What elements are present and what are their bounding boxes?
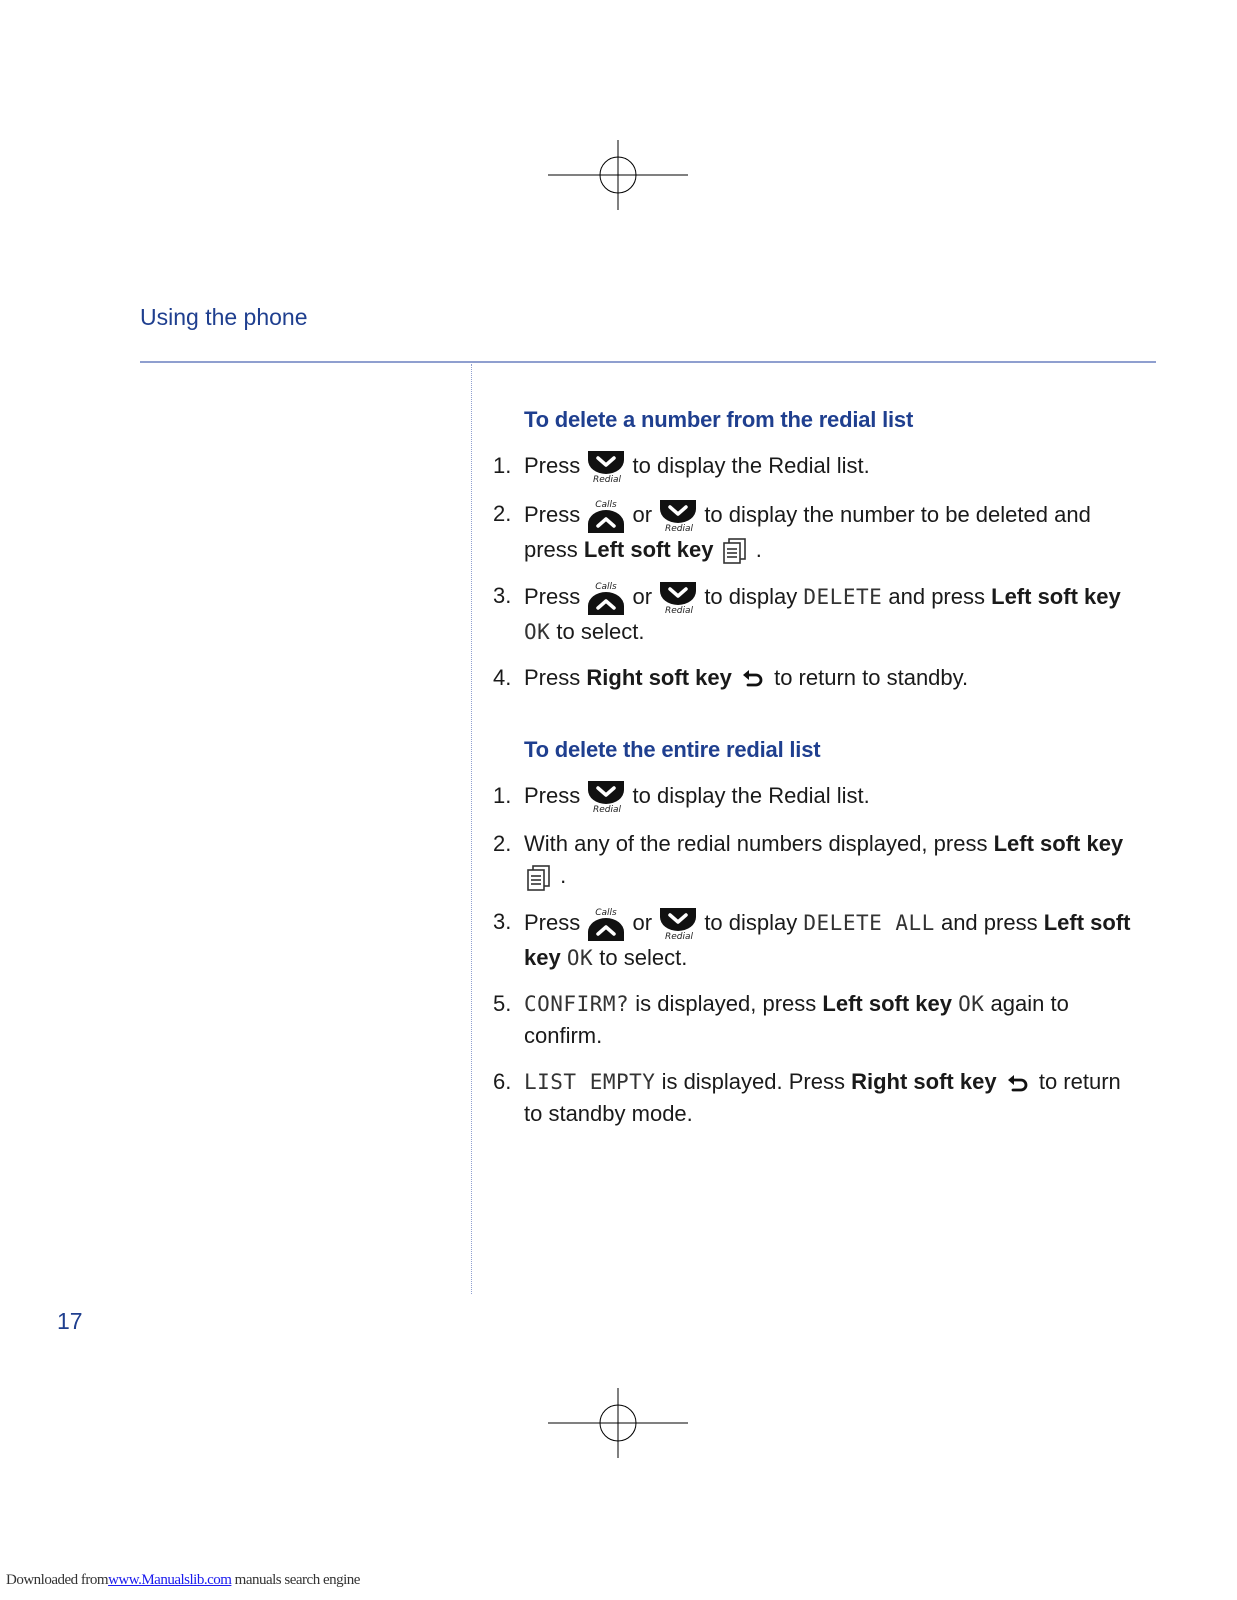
step-2: 2. Press Calls or Redial to display the number to be deleted and press Left soft key . bbox=[493, 498, 1133, 566]
section-title: To delete a number from the redial list bbox=[524, 407, 914, 432]
registration-mark-bottom bbox=[548, 1388, 688, 1458]
download-footer: Downloaded fromwww.Manualslib.com manuals search engine bbox=[6, 1572, 360, 1588]
svg-text:Calls: Calls bbox=[595, 582, 618, 593]
section-delete-number bbox=[493, 404, 1133, 694]
svg-text:Redial: Redial bbox=[593, 475, 622, 485]
menu-list-icon bbox=[720, 537, 750, 565]
step-number: 1. bbox=[493, 453, 512, 478]
svg-text:Redial: Redial bbox=[665, 524, 694, 534]
step-3: 3. Press Calls or Redial to display DELETE ALL and press Left soft key OK to select. bbox=[493, 906, 1133, 974]
step-2: 2. With any of the redial numbers displayed, press Left soft key . bbox=[493, 828, 1133, 892]
redial-down-key-icon bbox=[658, 907, 698, 941]
step-6: 6. LIST EMPTY is displayed. Press Right soft key to return to standby mode. bbox=[493, 1066, 1133, 1130]
step-number: 1. bbox=[493, 783, 512, 809]
section-delete-entire-list bbox=[493, 734, 1133, 1130]
redial-down-key-icon bbox=[658, 581, 698, 615]
manualslib-link[interactable]: www.Manualslib.com bbox=[108, 1572, 232, 1588]
step-number: 4. bbox=[493, 665, 512, 691]
column-divider bbox=[471, 364, 472, 1294]
step-number: 5. bbox=[493, 991, 512, 1017]
page-number: 17 bbox=[57, 1308, 83, 1334]
lcd-text: LIST EMPTY bbox=[524, 1070, 656, 1095]
step-number: 3. bbox=[493, 583, 512, 609]
main-content bbox=[493, 404, 1133, 1144]
step-5: 5. CONFIRM? is displayed, press Left soft key OK again to confirm. bbox=[493, 988, 1133, 1052]
section-title: To delete the entire redial list bbox=[524, 737, 821, 763]
back-arrow-icon bbox=[738, 668, 768, 690]
step-number: 3. bbox=[493, 909, 512, 935]
step-3: 3. Press Calls or Redial to display DELETE and press Left soft key OK to select. bbox=[493, 580, 1133, 648]
lcd-text: OK bbox=[958, 992, 985, 1017]
step-1: 1. Press Redial to display the Redial list. bbox=[493, 450, 1133, 484]
step-4: 4. Press Right soft key to return to standby. bbox=[493, 662, 1133, 694]
calls-up-key-icon bbox=[586, 580, 626, 616]
header-rule bbox=[140, 361, 1156, 363]
redial-down-key-icon bbox=[586, 450, 626, 484]
calls-up-key-icon bbox=[586, 498, 626, 534]
lcd-text: CONFIRM? bbox=[524, 992, 630, 1017]
step-number: 2. bbox=[493, 831, 512, 857]
step-1: 1. Press Redial to display the Redial list. bbox=[493, 780, 1133, 814]
step-number: 2. bbox=[493, 501, 512, 527]
calls-up-key-icon bbox=[586, 906, 626, 942]
lcd-text: DELETE bbox=[803, 585, 883, 609]
back-arrow-icon bbox=[1003, 1073, 1033, 1095]
lcd-text: DELETE ALL bbox=[803, 911, 935, 936]
section-header-title: Using the phone bbox=[140, 304, 308, 330]
redial-down-key-icon bbox=[586, 780, 626, 814]
svg-text:Redial: Redial bbox=[593, 805, 622, 815]
lcd-text: OK bbox=[566, 946, 594, 971]
lcd-text: OK bbox=[524, 620, 551, 645]
menu-list-icon bbox=[524, 864, 554, 892]
registration-mark-top bbox=[548, 140, 688, 210]
svg-text:Calls: Calls bbox=[595, 908, 618, 919]
svg-text:Redial: Redial bbox=[665, 606, 694, 616]
svg-text:Calls: Calls bbox=[595, 500, 618, 511]
svg-text:Redial: Redial bbox=[665, 932, 694, 942]
step-number: 6. bbox=[493, 1069, 512, 1095]
redial-down-key-icon bbox=[658, 499, 698, 533]
